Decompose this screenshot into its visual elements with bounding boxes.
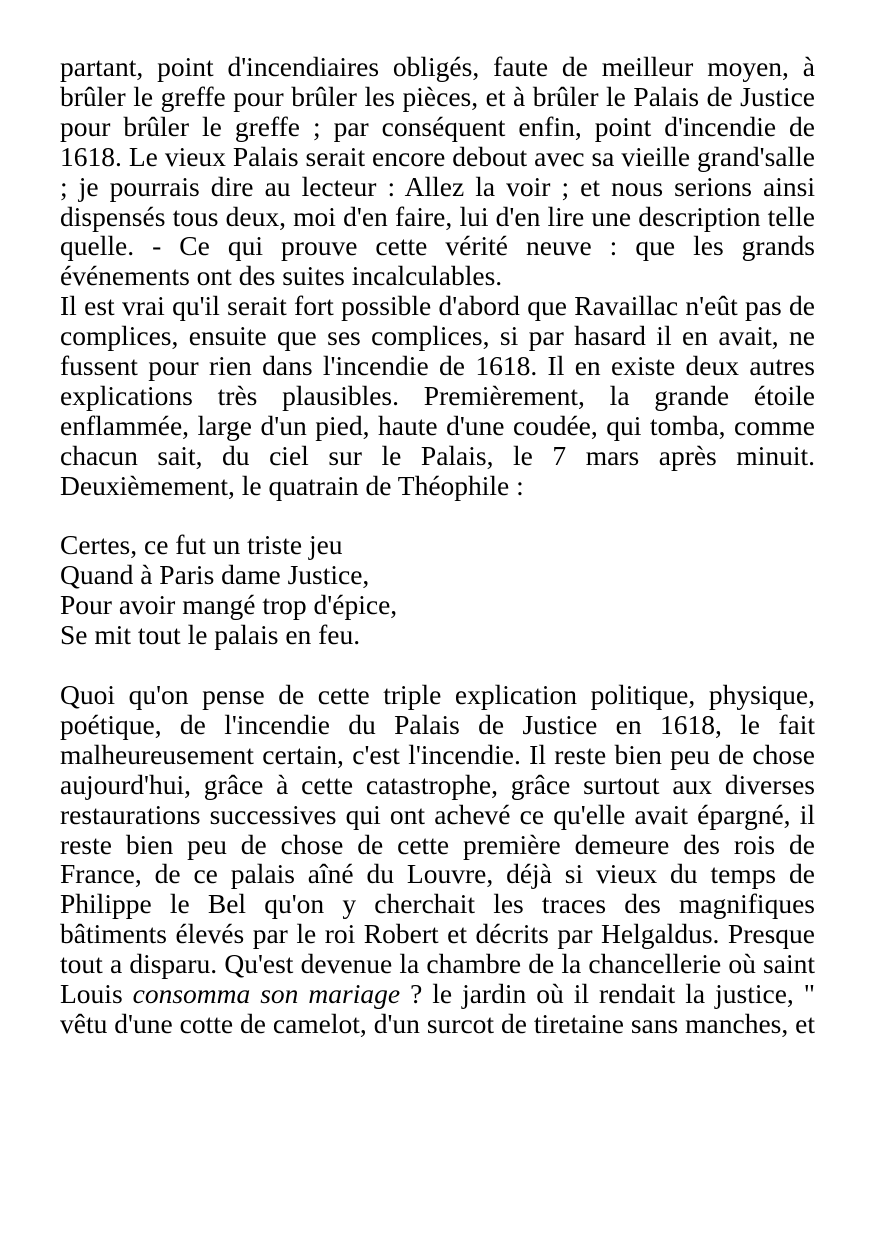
- document-page: [60, 52, 815, 1039]
- paragraph-2-end: Deuxièmement, le quatrain de Théophile :: [60, 469, 524, 501]
- verse-line: Se mit tout le palais en feu.: [60, 619, 361, 651]
- verse-quatrain: [60, 530, 815, 650]
- paragraph-3: [60, 680, 815, 1039]
- paragraph-2: Il est vrai qu'il serait fort possible d'abord que Ravaillac n'eût pas de complices, ensuite que ses complices, si par hasard il en avait, ne fussent pour rien dans l'incendie de 1618. Il en existe deux autres explications très plausibles. Premièrement, la grande étoile enflammée, large d'un pied, haute d'une coudée, qui tomba, comme chacun sait, du ciel sur le Palais, le 7 mars après minuit.: [60, 290, 815, 471]
- paragraph-3-end: ? le jardin où il rendait la justice, " vêtu d'une cotte de camelot, d'un surcot de tiretaine sans manches, et: [60, 978, 815, 1039]
- paragraph-3-start: Quoi qu'on pense de cette triple explication politique, physique, poétique, de l'incendie du Palais de Justice en 1618, le fait malheureusement certain, c'est l'incendie. Il reste bien peu de chose aujourd'hui, grâce à cette catastrophe, grâce surtout aux diverses restaurations successives qui ont achevé ce qu'elle avait épargné, il reste bien peu de chose de cette première demeure des rois de France, de ce palais aîné du Louvre, déjà si vieux du temps de Philippe le Bel qu'on y cherchait les traces des magnifiques bâtiments élevés par le roi Robert et décrits par Helgaldus. Presque tout a disparu. Qu'est devenue la chambre de la chancellerie où saint Louis: [60, 679, 815, 1010]
- paragraph-1: partant, point d'incendiaires obligés, faute de meilleur moyen, à brûler le greffe pour brûler les pièces, et à brûler le Palais de Justice pour brûler le greffe ; par conséquent enfin, point d'incendie de 1618. Le vieux Palais serait encore debout avec sa vieille grand'salle ; je pourrais dire au lecteur : Allez la voir ; et nous serions ainsi dispensés tous deux, moi d'en faire, lui d'en lire une description telle quelle. - Ce qui prouve cette vérité neuve : que les grands événements ont des suites incalculables.: [60, 51, 815, 292]
- verse-line: Certes, ce fut un triste jeu: [60, 529, 343, 561]
- paragraph-3-italic: consomma son mariage: [132, 978, 401, 1010]
- verse-line: Pour avoir mangé trop d'épice,: [60, 589, 398, 621]
- verse-line: Quand à Paris dame Justice,: [60, 559, 370, 591]
